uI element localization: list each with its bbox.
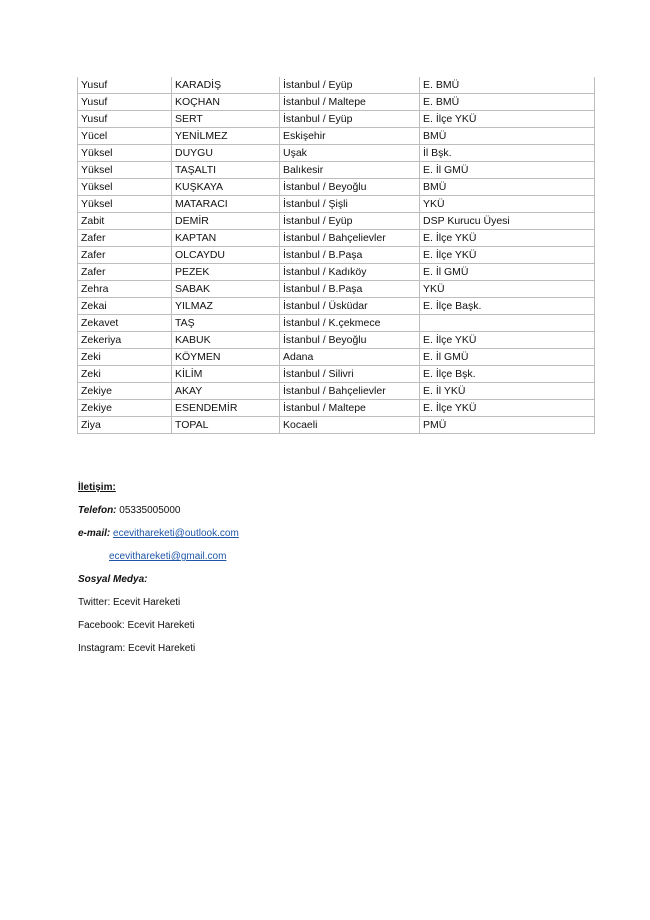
first-name-cell: Zekai (78, 298, 172, 315)
location-cell: İstanbul / Bahçelievler (280, 383, 420, 400)
first-name-cell: Zafer (78, 247, 172, 264)
table-row (78, 196, 595, 213)
first-name-cell: Yüksel (78, 145, 172, 162)
email-label: e-mail: (78, 528, 111, 539)
role-cell: E. BMÜ (420, 77, 595, 94)
location-cell: İstanbul / Eyüp (280, 111, 420, 128)
last-name-cell: AKAY (172, 383, 280, 400)
location-cell: İstanbul / Kadıköy (280, 264, 420, 281)
twitter-line: Twitter: Ecevit Hareketi (78, 597, 181, 608)
first-name-cell: Zekavet (78, 315, 172, 332)
role-cell: YKÜ (420, 281, 595, 298)
table-row (78, 111, 595, 128)
email-link-gmail[interactable]: ecevithareketi@gmail.com (109, 551, 227, 562)
last-name-cell: MATARACI (172, 196, 280, 213)
last-name-cell: SERT (172, 111, 280, 128)
first-name-cell: Yusuf (78, 111, 172, 128)
table-row (78, 315, 595, 332)
contact-section (78, 481, 239, 665)
location-cell: Adana (280, 349, 420, 366)
table-row (78, 128, 595, 145)
phone-line (78, 504, 239, 527)
first-name-cell: Zehra (78, 281, 172, 298)
role-cell: E. İlçe Başk. (420, 298, 595, 315)
email-line-2 (78, 550, 239, 573)
last-name-cell: KAPTAN (172, 230, 280, 247)
contact-heading (78, 481, 239, 504)
first-name-cell: Yusuf (78, 94, 172, 111)
table-row (78, 145, 595, 162)
role-cell: E. BMÜ (420, 94, 595, 111)
last-name-cell: KÖYMEN (172, 349, 280, 366)
location-cell: Uşak (280, 145, 420, 162)
role-cell: E. İl GMÜ (420, 349, 595, 366)
last-name-cell: TOPAL (172, 417, 280, 434)
table-row (78, 366, 595, 383)
first-name-cell: Zafer (78, 230, 172, 247)
first-name-cell: Zeki (78, 349, 172, 366)
role-cell: BMÜ (420, 179, 595, 196)
location-cell: İstanbul / Eyüp (280, 213, 420, 230)
location-cell: İstanbul / Maltepe (280, 94, 420, 111)
table-row (78, 298, 595, 315)
table-row (78, 213, 595, 230)
location-cell: Kocaeli (280, 417, 420, 434)
last-name-cell: YENİLMEZ (172, 128, 280, 145)
role-cell: İl Bşk. (420, 145, 595, 162)
last-name-cell: KABUK (172, 332, 280, 349)
location-cell: İstanbul / Beyoğlu (280, 179, 420, 196)
last-name-cell: TAŞALTI (172, 162, 280, 179)
role-cell: E. İlçe YKÜ (420, 247, 595, 264)
phone-value: 05335005000 (119, 505, 181, 516)
location-cell: İstanbul / Üsküdar (280, 298, 420, 315)
first-name-cell: Yücel (78, 128, 172, 145)
last-name-cell: TAŞ (172, 315, 280, 332)
role-cell: E. İlçe Bşk. (420, 366, 595, 383)
first-name-cell: Zekeriya (78, 332, 172, 349)
email-line (78, 527, 239, 550)
location-cell: İstanbul / B.Paşa (280, 281, 420, 298)
location-cell: İstanbul / Beyoğlu (280, 332, 420, 349)
role-cell: E. İlçe YKÜ (420, 400, 595, 417)
location-cell: İstanbul / Şişli (280, 196, 420, 213)
last-name-cell: ESENDEMİR (172, 400, 280, 417)
role-cell: E. İl GMÜ (420, 264, 595, 281)
last-name-cell: OLCAYDU (172, 247, 280, 264)
first-name-cell: Yüksel (78, 162, 172, 179)
last-name-cell: KUŞKAYA (172, 179, 280, 196)
social-heading-text: Sosyal Medya: (78, 574, 148, 585)
table-row (78, 230, 595, 247)
instagram-line: Instagram: Ecevit Hareketi (78, 643, 196, 654)
phone-label: Telefon: (78, 505, 117, 516)
table-row (78, 349, 595, 366)
first-name-cell: Zekiye (78, 400, 172, 417)
last-name-cell: SABAK (172, 281, 280, 298)
location-cell: İstanbul / Maltepe (280, 400, 420, 417)
last-name-cell: KOÇHAN (172, 94, 280, 111)
role-cell (420, 315, 595, 332)
role-cell: DSP Kurucu Üyesi (420, 213, 595, 230)
table-row (78, 264, 595, 281)
role-cell: E. İlçe YKÜ (420, 332, 595, 349)
first-name-cell: Zekiye (78, 383, 172, 400)
table-row (78, 332, 595, 349)
first-name-cell: Zafer (78, 264, 172, 281)
contact-heading-text: İletişim: (78, 482, 116, 493)
location-cell: Eskişehir (280, 128, 420, 145)
role-cell: E. İlçe YKÜ (420, 230, 595, 247)
table-row (78, 400, 595, 417)
last-name-cell: DUYGU (172, 145, 280, 162)
last-name-cell: YILMAZ (172, 298, 280, 315)
table-row (78, 77, 595, 94)
first-name-cell: Ziya (78, 417, 172, 434)
last-name-cell: KARADİŞ (172, 77, 280, 94)
role-cell: E. İlçe YKÜ (420, 111, 595, 128)
table-row (78, 94, 595, 111)
email-link-outlook[interactable]: ecevithareketi@outlook.com (113, 528, 239, 539)
role-cell: BMÜ (420, 128, 595, 145)
social-heading (78, 573, 239, 596)
first-name-cell: Yusuf (78, 77, 172, 94)
location-cell: İstanbul / Silivri (280, 366, 420, 383)
last-name-cell: KİLİM (172, 366, 280, 383)
last-name-cell: DEMİR (172, 213, 280, 230)
table-row (78, 179, 595, 196)
location-cell: İstanbul / K.çekmece (280, 315, 420, 332)
table-row (78, 247, 595, 264)
role-cell: PMÜ (420, 417, 595, 434)
table-row (78, 417, 595, 434)
table-row (78, 281, 595, 298)
role-cell: E. İl GMÜ (420, 162, 595, 179)
table-row (78, 162, 595, 179)
first-name-cell: Zabit (78, 213, 172, 230)
last-name-cell: PEZEK (172, 264, 280, 281)
members-table-body (78, 77, 595, 434)
first-name-cell: Zeki (78, 366, 172, 383)
role-cell: E. İl YKÜ (420, 383, 595, 400)
location-cell: İstanbul / B.Paşa (280, 247, 420, 264)
table-row (78, 383, 595, 400)
facebook-line: Facebook: Ecevit Hareketi (78, 620, 195, 631)
first-name-cell: Yüksel (78, 196, 172, 213)
location-cell: Balıkesir (280, 162, 420, 179)
location-cell: İstanbul / Eyüp (280, 77, 420, 94)
role-cell: YKÜ (420, 196, 595, 213)
location-cell: İstanbul / Bahçelievler (280, 230, 420, 247)
first-name-cell: Yüksel (78, 179, 172, 196)
members-table (77, 77, 595, 434)
